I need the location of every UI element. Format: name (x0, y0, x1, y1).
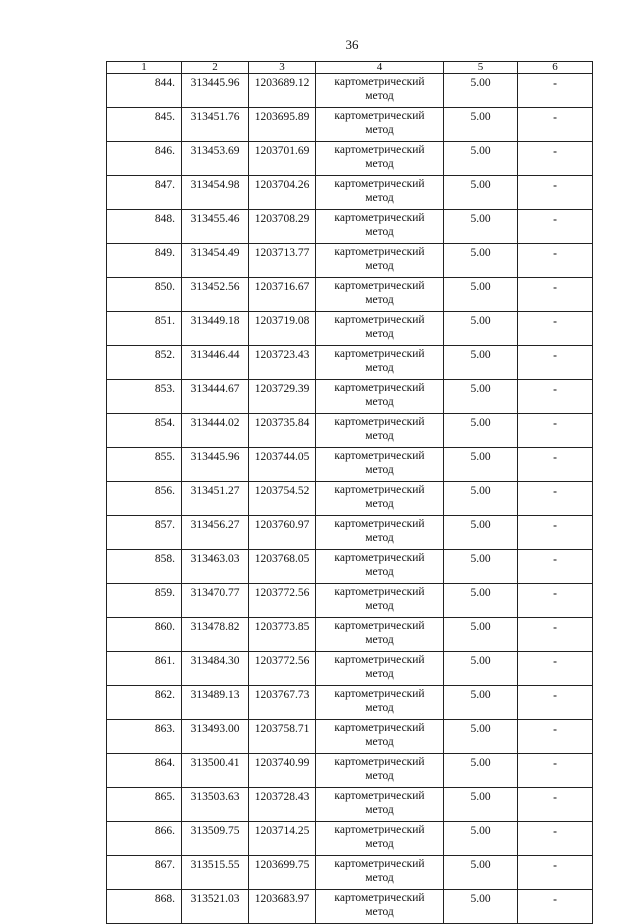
table-row (107, 618, 593, 652)
point-number-cell: 859. (107, 584, 182, 618)
x-coordinate-cell: 313470.77 (182, 584, 249, 618)
point-number-cell: 863. (107, 720, 182, 754)
x-coordinate-cell: 313509.75 (182, 822, 249, 856)
method-cell (316, 278, 444, 312)
method-cell (316, 346, 444, 380)
method-line-1: картометрический (334, 790, 425, 802)
point-number-cell: 866. (107, 822, 182, 856)
note-cell: - (518, 652, 593, 686)
precision-cell: 5.00 (444, 448, 518, 482)
method-line-1: картометрический (334, 824, 425, 836)
method-line-2: метод (365, 600, 394, 612)
method-cell (316, 380, 444, 414)
table-row (107, 142, 593, 176)
point-number-cell: 845. (107, 108, 182, 142)
method-cell (316, 516, 444, 550)
method-line-1: картометрический (334, 416, 425, 428)
note-cell: - (518, 516, 593, 550)
method-cell (316, 176, 444, 210)
precision-cell: 5.00 (444, 482, 518, 516)
point-number-cell: 851. (107, 312, 182, 346)
method-line-2: метод (365, 532, 394, 544)
method-line-2: метод (365, 770, 394, 782)
precision-cell: 5.00 (444, 346, 518, 380)
note-cell: - (518, 754, 593, 788)
y-coordinate-cell: 1203735.84 (249, 414, 316, 448)
y-coordinate-cell: 1203689.12 (249, 74, 316, 108)
y-coordinate-cell: 1203744.05 (249, 448, 316, 482)
point-number-cell: 854. (107, 414, 182, 448)
method-line-1: картометрический (334, 654, 425, 666)
column-header: 5 (444, 62, 518, 74)
point-number-cell: 860. (107, 618, 182, 652)
method-line-1: картометрический (334, 858, 425, 870)
table-row (107, 74, 593, 108)
x-coordinate-cell: 313455.46 (182, 210, 249, 244)
note-cell: - (518, 278, 593, 312)
method-line-2: метод (365, 362, 394, 374)
x-coordinate-cell: 313463.03 (182, 550, 249, 584)
table-row (107, 414, 593, 448)
method-line-2: метод (365, 906, 394, 918)
x-coordinate-cell: 313445.96 (182, 448, 249, 482)
y-coordinate-cell: 1203760.97 (249, 516, 316, 550)
precision-cell: 5.00 (444, 176, 518, 210)
method-cell (316, 788, 444, 822)
x-coordinate-cell: 313503.63 (182, 788, 249, 822)
point-number-cell: 850. (107, 278, 182, 312)
point-number-cell: 853. (107, 380, 182, 414)
y-coordinate-cell: 1203695.89 (249, 108, 316, 142)
point-number-cell: 849. (107, 244, 182, 278)
column-header: 6 (518, 62, 593, 74)
method-line-1: картометрический (334, 450, 425, 462)
method-line-2: метод (365, 260, 394, 272)
precision-cell: 5.00 (444, 550, 518, 584)
y-coordinate-cell: 1203758.71 (249, 720, 316, 754)
table-row (107, 380, 593, 414)
method-line-2: метод (365, 294, 394, 306)
method-line-2: метод (365, 226, 394, 238)
table-row (107, 516, 593, 550)
table-row (107, 210, 593, 244)
x-coordinate-cell: 313444.67 (182, 380, 249, 414)
x-coordinate-cell: 313521.03 (182, 890, 249, 924)
method-line-1: картометрический (334, 110, 425, 122)
point-number-cell: 855. (107, 448, 182, 482)
y-coordinate-cell: 1203772.56 (249, 652, 316, 686)
method-line-1: картометрический (334, 722, 425, 734)
y-coordinate-cell: 1203754.52 (249, 482, 316, 516)
point-number-cell: 862. (107, 686, 182, 720)
note-cell: - (518, 380, 593, 414)
y-coordinate-cell: 1203683.97 (249, 890, 316, 924)
x-coordinate-cell: 313484.30 (182, 652, 249, 686)
table-row (107, 584, 593, 618)
page-number: 36 (345, 37, 359, 52)
note-cell: - (518, 482, 593, 516)
note-cell: - (518, 74, 593, 108)
precision-cell: 5.00 (444, 822, 518, 856)
method-cell (316, 652, 444, 686)
point-number-cell: 857. (107, 516, 182, 550)
note-cell: - (518, 312, 593, 346)
x-coordinate-cell: 313445.96 (182, 74, 249, 108)
table-row (107, 822, 593, 856)
x-coordinate-cell: 313489.13 (182, 686, 249, 720)
x-coordinate-cell: 313493.00 (182, 720, 249, 754)
point-number-cell: 861. (107, 652, 182, 686)
y-coordinate-cell: 1203714.25 (249, 822, 316, 856)
precision-cell: 5.00 (444, 108, 518, 142)
table-row (107, 550, 593, 584)
method-cell (316, 550, 444, 584)
point-number-cell: 848. (107, 210, 182, 244)
table-row (107, 278, 593, 312)
precision-cell: 5.00 (444, 754, 518, 788)
y-coordinate-cell: 1203723.43 (249, 346, 316, 380)
method-line-2: метод (365, 804, 394, 816)
x-coordinate-cell: 313446.44 (182, 346, 249, 380)
method-line-2: метод (365, 702, 394, 714)
precision-cell: 5.00 (444, 652, 518, 686)
column-header: 1 (107, 62, 182, 74)
table-row (107, 448, 593, 482)
method-line-2: метод (365, 158, 394, 170)
note-cell: - (518, 890, 593, 924)
method-line-1: картометрический (334, 688, 425, 700)
precision-cell: 5.00 (444, 142, 518, 176)
method-line-2: метод (365, 124, 394, 136)
table-row (107, 856, 593, 890)
table-row (107, 108, 593, 142)
precision-cell: 5.00 (444, 720, 518, 754)
method-line-1: картометрический (334, 76, 425, 88)
point-number-cell: 868. (107, 890, 182, 924)
y-coordinate-cell: 1203719.08 (249, 312, 316, 346)
column-header: 4 (316, 62, 444, 74)
y-coordinate-cell: 1203704.26 (249, 176, 316, 210)
x-coordinate-cell: 313453.69 (182, 142, 249, 176)
point-number-cell: 847. (107, 176, 182, 210)
method-cell (316, 618, 444, 652)
method-line-1: картометрический (334, 280, 425, 292)
note-cell: - (518, 448, 593, 482)
method-line-1: картометрический (334, 314, 425, 326)
method-line-1: картометрический (334, 620, 425, 632)
method-line-2: метод (365, 668, 394, 680)
table-row (107, 312, 593, 346)
x-coordinate-cell: 313454.98 (182, 176, 249, 210)
x-coordinate-cell: 313454.49 (182, 244, 249, 278)
column-header: 3 (249, 62, 316, 74)
x-coordinate-cell: 313452.56 (182, 278, 249, 312)
x-coordinate-cell: 313515.55 (182, 856, 249, 890)
method-line-2: метод (365, 396, 394, 408)
method-line-2: метод (365, 634, 394, 646)
note-cell: - (518, 346, 593, 380)
y-coordinate-cell: 1203772.56 (249, 584, 316, 618)
method-line-1: картометрический (334, 178, 425, 190)
note-cell: - (518, 856, 593, 890)
note-cell: - (518, 108, 593, 142)
table-row (107, 686, 593, 720)
method-cell (316, 822, 444, 856)
table-row (107, 346, 593, 380)
method-cell (316, 414, 444, 448)
note-cell: - (518, 550, 593, 584)
table-row (107, 652, 593, 686)
precision-cell: 5.00 (444, 210, 518, 244)
method-line-2: метод (365, 90, 394, 102)
note-cell: - (518, 142, 593, 176)
y-coordinate-cell: 1203708.29 (249, 210, 316, 244)
x-coordinate-cell: 313451.27 (182, 482, 249, 516)
point-number-cell: 858. (107, 550, 182, 584)
method-cell (316, 108, 444, 142)
precision-cell: 5.00 (444, 686, 518, 720)
method-line-2: метод (365, 430, 394, 442)
note-cell: - (518, 720, 593, 754)
precision-cell: 5.00 (444, 312, 518, 346)
method-line-1: картометрический (334, 892, 425, 904)
method-cell (316, 312, 444, 346)
header-row (107, 62, 593, 74)
table-row (107, 754, 593, 788)
method-cell (316, 856, 444, 890)
method-line-1: картометрический (334, 212, 425, 224)
method-cell (316, 244, 444, 278)
method-line-1: картометрический (334, 586, 425, 598)
precision-cell: 5.00 (444, 788, 518, 822)
precision-cell: 5.00 (444, 414, 518, 448)
precision-cell: 5.00 (444, 278, 518, 312)
y-coordinate-cell: 1203713.77 (249, 244, 316, 278)
method-cell (316, 74, 444, 108)
x-coordinate-cell: 313449.18 (182, 312, 249, 346)
precision-cell: 5.00 (444, 380, 518, 414)
table-row (107, 890, 593, 924)
point-number-cell: 846. (107, 142, 182, 176)
note-cell: - (518, 788, 593, 822)
method-line-1: картометрический (334, 484, 425, 496)
note-cell: - (518, 244, 593, 278)
method-line-2: метод (365, 736, 394, 748)
method-line-2: метод (365, 872, 394, 884)
note-cell: - (518, 414, 593, 448)
method-line-2: метод (365, 838, 394, 850)
method-cell (316, 754, 444, 788)
method-line-2: метод (365, 498, 394, 510)
method-line-1: картометрический (334, 552, 425, 564)
method-line-1: картометрический (334, 382, 425, 394)
method-line-2: метод (365, 566, 394, 578)
point-number-cell: 867. (107, 856, 182, 890)
y-coordinate-cell: 1203699.75 (249, 856, 316, 890)
method-line-2: метод (365, 192, 394, 204)
note-cell: - (518, 176, 593, 210)
method-line-1: картометрический (334, 518, 425, 530)
method-line-1: картометрический (334, 348, 425, 360)
x-coordinate-cell: 313500.41 (182, 754, 249, 788)
point-number-cell: 852. (107, 346, 182, 380)
method-cell (316, 142, 444, 176)
y-coordinate-cell: 1203767.73 (249, 686, 316, 720)
method-cell (316, 482, 444, 516)
y-coordinate-cell: 1203729.39 (249, 380, 316, 414)
column-header: 2 (182, 62, 249, 74)
point-number-cell: 865. (107, 788, 182, 822)
table-row (107, 244, 593, 278)
y-coordinate-cell: 1203768.05 (249, 550, 316, 584)
y-coordinate-cell: 1203740.99 (249, 754, 316, 788)
coordinates-table (106, 61, 593, 924)
table-row (107, 482, 593, 516)
point-number-cell: 864. (107, 754, 182, 788)
method-line-1: картометрический (334, 756, 425, 768)
precision-cell: 5.00 (444, 856, 518, 890)
method-line-2: метод (365, 464, 394, 476)
precision-cell: 5.00 (444, 74, 518, 108)
method-cell (316, 720, 444, 754)
point-number-cell: 856. (107, 482, 182, 516)
precision-cell: 5.00 (444, 584, 518, 618)
method-cell (316, 686, 444, 720)
y-coordinate-cell: 1203716.67 (249, 278, 316, 312)
y-coordinate-cell: 1203701.69 (249, 142, 316, 176)
method-cell (316, 890, 444, 924)
method-cell (316, 448, 444, 482)
x-coordinate-cell: 313444.02 (182, 414, 249, 448)
table-row (107, 788, 593, 822)
y-coordinate-cell: 1203728.43 (249, 788, 316, 822)
precision-cell: 5.00 (444, 516, 518, 550)
precision-cell: 5.00 (444, 618, 518, 652)
method-line-1: картометрический (334, 144, 425, 156)
precision-cell: 5.00 (444, 244, 518, 278)
method-line-1: картометрический (334, 246, 425, 258)
note-cell: - (518, 686, 593, 720)
method-line-2: метод (365, 328, 394, 340)
note-cell: - (518, 618, 593, 652)
precision-cell: 5.00 (444, 890, 518, 924)
method-cell (316, 210, 444, 244)
note-cell: - (518, 210, 593, 244)
note-cell: - (518, 584, 593, 618)
table-row (107, 176, 593, 210)
x-coordinate-cell: 313478.82 (182, 618, 249, 652)
x-coordinate-cell: 313451.76 (182, 108, 249, 142)
point-number-cell: 844. (107, 74, 182, 108)
note-cell: - (518, 822, 593, 856)
table-row (107, 720, 593, 754)
y-coordinate-cell: 1203773.85 (249, 618, 316, 652)
x-coordinate-cell: 313456.27 (182, 516, 249, 550)
method-cell (316, 584, 444, 618)
